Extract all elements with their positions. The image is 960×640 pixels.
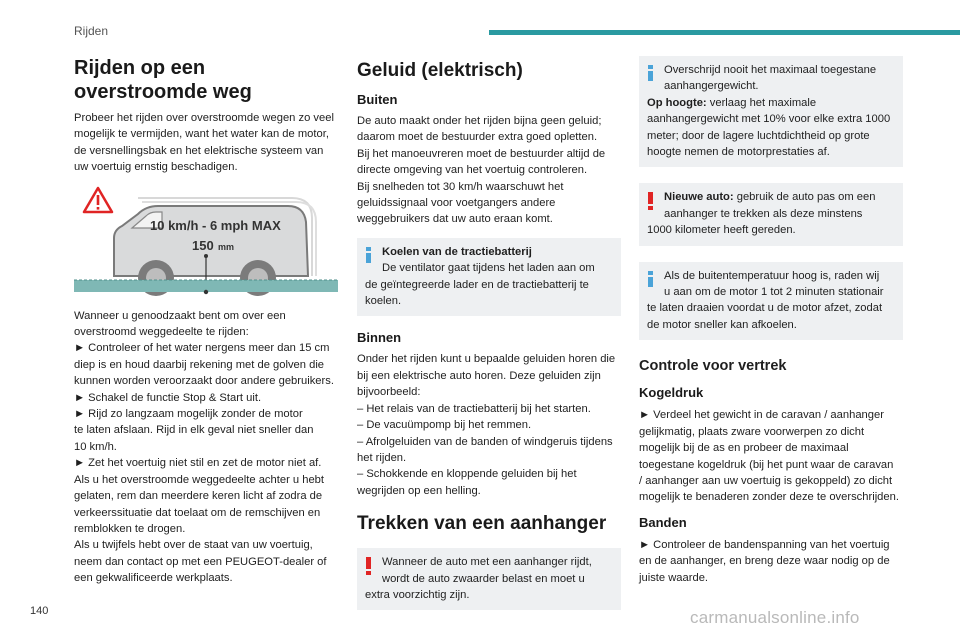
- intro-paragraph: [74, 110, 338, 176]
- text-line: – Afrolgeluiden van de banden of windgeruis tijdens: [357, 435, 613, 448]
- info-icon: [648, 271, 653, 287]
- info-box-title: Koelen van de tractiebatterij: [382, 245, 532, 258]
- info-icon: [366, 247, 371, 263]
- text-line: de versnellingsbak en het elektrische systeem van: [74, 144, 324, 157]
- text-line: te laten draaien voordat u de motor afzet, zodat: [647, 302, 883, 315]
- warning-box-new-car: [639, 183, 903, 245]
- info-box-battery-cooling: [357, 238, 621, 317]
- text-line: Als u het overstroomde weggedeelte achter u hebt: [74, 473, 325, 486]
- text-line: remblokken te drogen.: [74, 522, 186, 535]
- text-line: diep is en houd daarbij rekening met de golven die: [74, 358, 325, 371]
- text-line: – Het relais van de tractiebatterij bij het starten.: [357, 402, 591, 415]
- text-span: gebruik de auto pas om een: [733, 191, 876, 204]
- text-line: [647, 95, 895, 111]
- text-line: / aanhanger aan uw voertuig is gekoppeld) zo dicht: [639, 474, 893, 487]
- text-line: ► Controleer of het water nergens meer dan 15 cm: [74, 342, 330, 355]
- subheading-outside: Buiten: [357, 92, 398, 107]
- text-line: wordt de auto zwaarder belast en moet u: [382, 572, 585, 585]
- text-line: – Schokkende en kloppende geluiden bij het: [357, 468, 577, 481]
- text-line: te laten afslaan. Rijd in elk geval niet sneller dan: [74, 424, 314, 437]
- text-line: Onder het rijden kunt u bepaalde geluiden horen die: [357, 353, 616, 366]
- column-flooded-road: [74, 56, 338, 587]
- text-line: kunnen worden veroorzaakt door andere gebruikers.: [74, 375, 334, 388]
- heading-flooded-road: Rijden op een overstroomde weg: [74, 57, 252, 103]
- text-line: directe omgeving van het voertuig controleren.: [357, 164, 588, 177]
- text-line: Wanneer u genoodzaakt bent om over een: [74, 309, 286, 322]
- text-line: meter; door de lagere luchtdichtheid op grote: [647, 129, 870, 142]
- subheading-inside: Binnen: [357, 330, 402, 346]
- vehicle-water-diagram: [74, 184, 338, 302]
- text-line: gelijkmatig, plaats zware voorwerpen zo dicht: [639, 425, 865, 438]
- text-span: verlaag het maximale: [706, 96, 817, 109]
- flooded-road-illustration: [74, 184, 338, 302]
- text-line: weggebruikers dat uw auto eraan komt.: [357, 213, 553, 226]
- text-line: koelen.: [365, 295, 402, 308]
- bold-label: Nieuwe auto:: [664, 191, 734, 204]
- text-line: ► Zet het voertuig niet stil en zet de motor niet af.: [74, 457, 322, 470]
- text-line: Bij snelheden tot 30 km/h waarschuwt het: [357, 180, 564, 193]
- outside-paragraph: [357, 113, 621, 228]
- text-line: aanhangergewicht.: [664, 80, 759, 93]
- tyres-paragraph: [639, 537, 903, 586]
- text-line: neem dan contact op met een PEUGEOT-dealer of: [74, 555, 327, 568]
- column-trailer-notes: [639, 56, 903, 586]
- text-line: toegestane kogeldruk (bij het punt waar de caravan: [639, 458, 894, 471]
- text-line: de motor sneller kan afkoelen.: [647, 318, 797, 331]
- text-line: verkeerssituatie dat toelaat om de remschijven en: [74, 506, 321, 519]
- text-line: bijvoorbeeld:: [357, 386, 421, 399]
- text-line: ► Rijd zo langzaam mogelijk zonder de motor: [74, 408, 303, 421]
- body-paragraph: [74, 308, 338, 587]
- text-line: Als u twijfels hebt over de staat van uw voertuig,: [74, 539, 313, 552]
- warning-icon: [366, 557, 371, 575]
- text-line: De auto maakt onder het rijden bijna geen geluid;: [357, 115, 602, 127]
- column-sound: [357, 56, 621, 610]
- heading-towing-trailer: Trekken van een aanhanger: [357, 513, 607, 535]
- text-line: mogelijk bij de as en probeer de maximaal: [639, 442, 849, 455]
- text-line: uw voertuig ernstig beschadigen.: [74, 161, 238, 174]
- text-line: 1000 kilometer heeft gereden.: [647, 224, 796, 237]
- text-line: Als de buitentemperatuur hoog is, raden wij: [664, 269, 880, 282]
- text-line: Bij het manoeuvreren moet de bestuurder altijd de: [357, 147, 606, 160]
- text-line: – De vacuümpomp bij het remmen.: [357, 419, 532, 432]
- text-line: hoogte nemen de motorprestaties af.: [647, 146, 830, 159]
- warning-box-trailer: [357, 548, 621, 610]
- inside-paragraph: [357, 351, 621, 499]
- subheading-tyres: Banden: [639, 514, 687, 530]
- text-line: ► Schakel de functie Stop & Start uit.: [74, 391, 262, 404]
- subheading-tongue-weight: Kogeldruk: [639, 385, 704, 401]
- text-line: mogelijk te vermijden, want het water kan de motor,: [74, 128, 329, 141]
- header-section-title: Rijden: [74, 24, 109, 38]
- text-line: aanhanger te trekken als deze minstens: [664, 207, 863, 220]
- tongue-weight-paragraph: [639, 407, 903, 505]
- watermark: carmanualsonline.info: [690, 608, 860, 627]
- text-line: Probeer het rijden over overstroomde wegen zo veel: [74, 112, 334, 124]
- text-line: extra voorzichtig zijn.: [365, 588, 470, 601]
- text-line: ► Controleer de bandenspanning van het voertuig: [639, 538, 890, 551]
- warning-icon: [648, 192, 653, 210]
- heading-sound-electric: Geluid (elektrisch): [357, 60, 523, 81]
- warning-triangle-icon: [84, 188, 112, 212]
- text-line: het rijden.: [357, 451, 407, 464]
- text-line: geluidssignaal voor voetgangers andere: [357, 197, 556, 210]
- header-accent-bar: [489, 30, 960, 35]
- info-box-max-weight: [639, 56, 903, 167]
- text-line: De ventilator gaat tijdens het laden aan om: [382, 262, 595, 275]
- text-line: de geïntegreerde lader en de tractiebatterij te: [365, 278, 589, 291]
- info-box-high-temperature: [639, 262, 903, 341]
- text-line: 10 km/h.: [74, 440, 117, 453]
- text-line: Wanneer de auto met een aanhanger rijdt,: [382, 556, 592, 569]
- heading-pre-departure-check: Controle voor vertrek: [639, 358, 787, 375]
- info-icon: [648, 65, 653, 81]
- text-line: wegrijden op een helling.: [357, 484, 481, 497]
- text-line: bij een elektrische auto horen. Deze geluiden zijn: [357, 369, 601, 382]
- text-line: daarom moet de bestuurder extra goed opletten.: [357, 131, 598, 144]
- text-line: aanhangergewicht met 10% voor elke extra 1000: [647, 113, 891, 126]
- depth-value-label: 150: [192, 237, 214, 253]
- text-line: mogelijk te benaderen zonder deze te overschrijden.: [639, 491, 899, 504]
- text-line: gelaten, rem dan meerdere keren licht af zodra de: [74, 490, 323, 503]
- depth-unit-label: mm: [218, 241, 235, 252]
- text-line: [647, 189, 895, 205]
- text-line: u aan om de motor 1 tot 2 minuten stationair: [664, 286, 884, 299]
- speed-limit-label: 10 km/h - 6 mph MAX: [150, 217, 281, 233]
- text-line: en de aanhanger, en breng deze waar nodig op de: [639, 555, 890, 568]
- text-line: overstroomd weggedeelte te rijden:: [74, 326, 249, 339]
- text-line: een gekwalificeerde werkplaats.: [74, 572, 233, 585]
- page-number: 140: [30, 605, 49, 617]
- text-line: juiste waarde.: [639, 571, 709, 584]
- text-line: ► Verdeel het gewicht in de caravan / aanhanger: [639, 409, 884, 422]
- bold-label: Op hoogte:: [647, 96, 707, 109]
- text-line: Overschrijd nooit het maximaal toegestane: [664, 64, 877, 76]
